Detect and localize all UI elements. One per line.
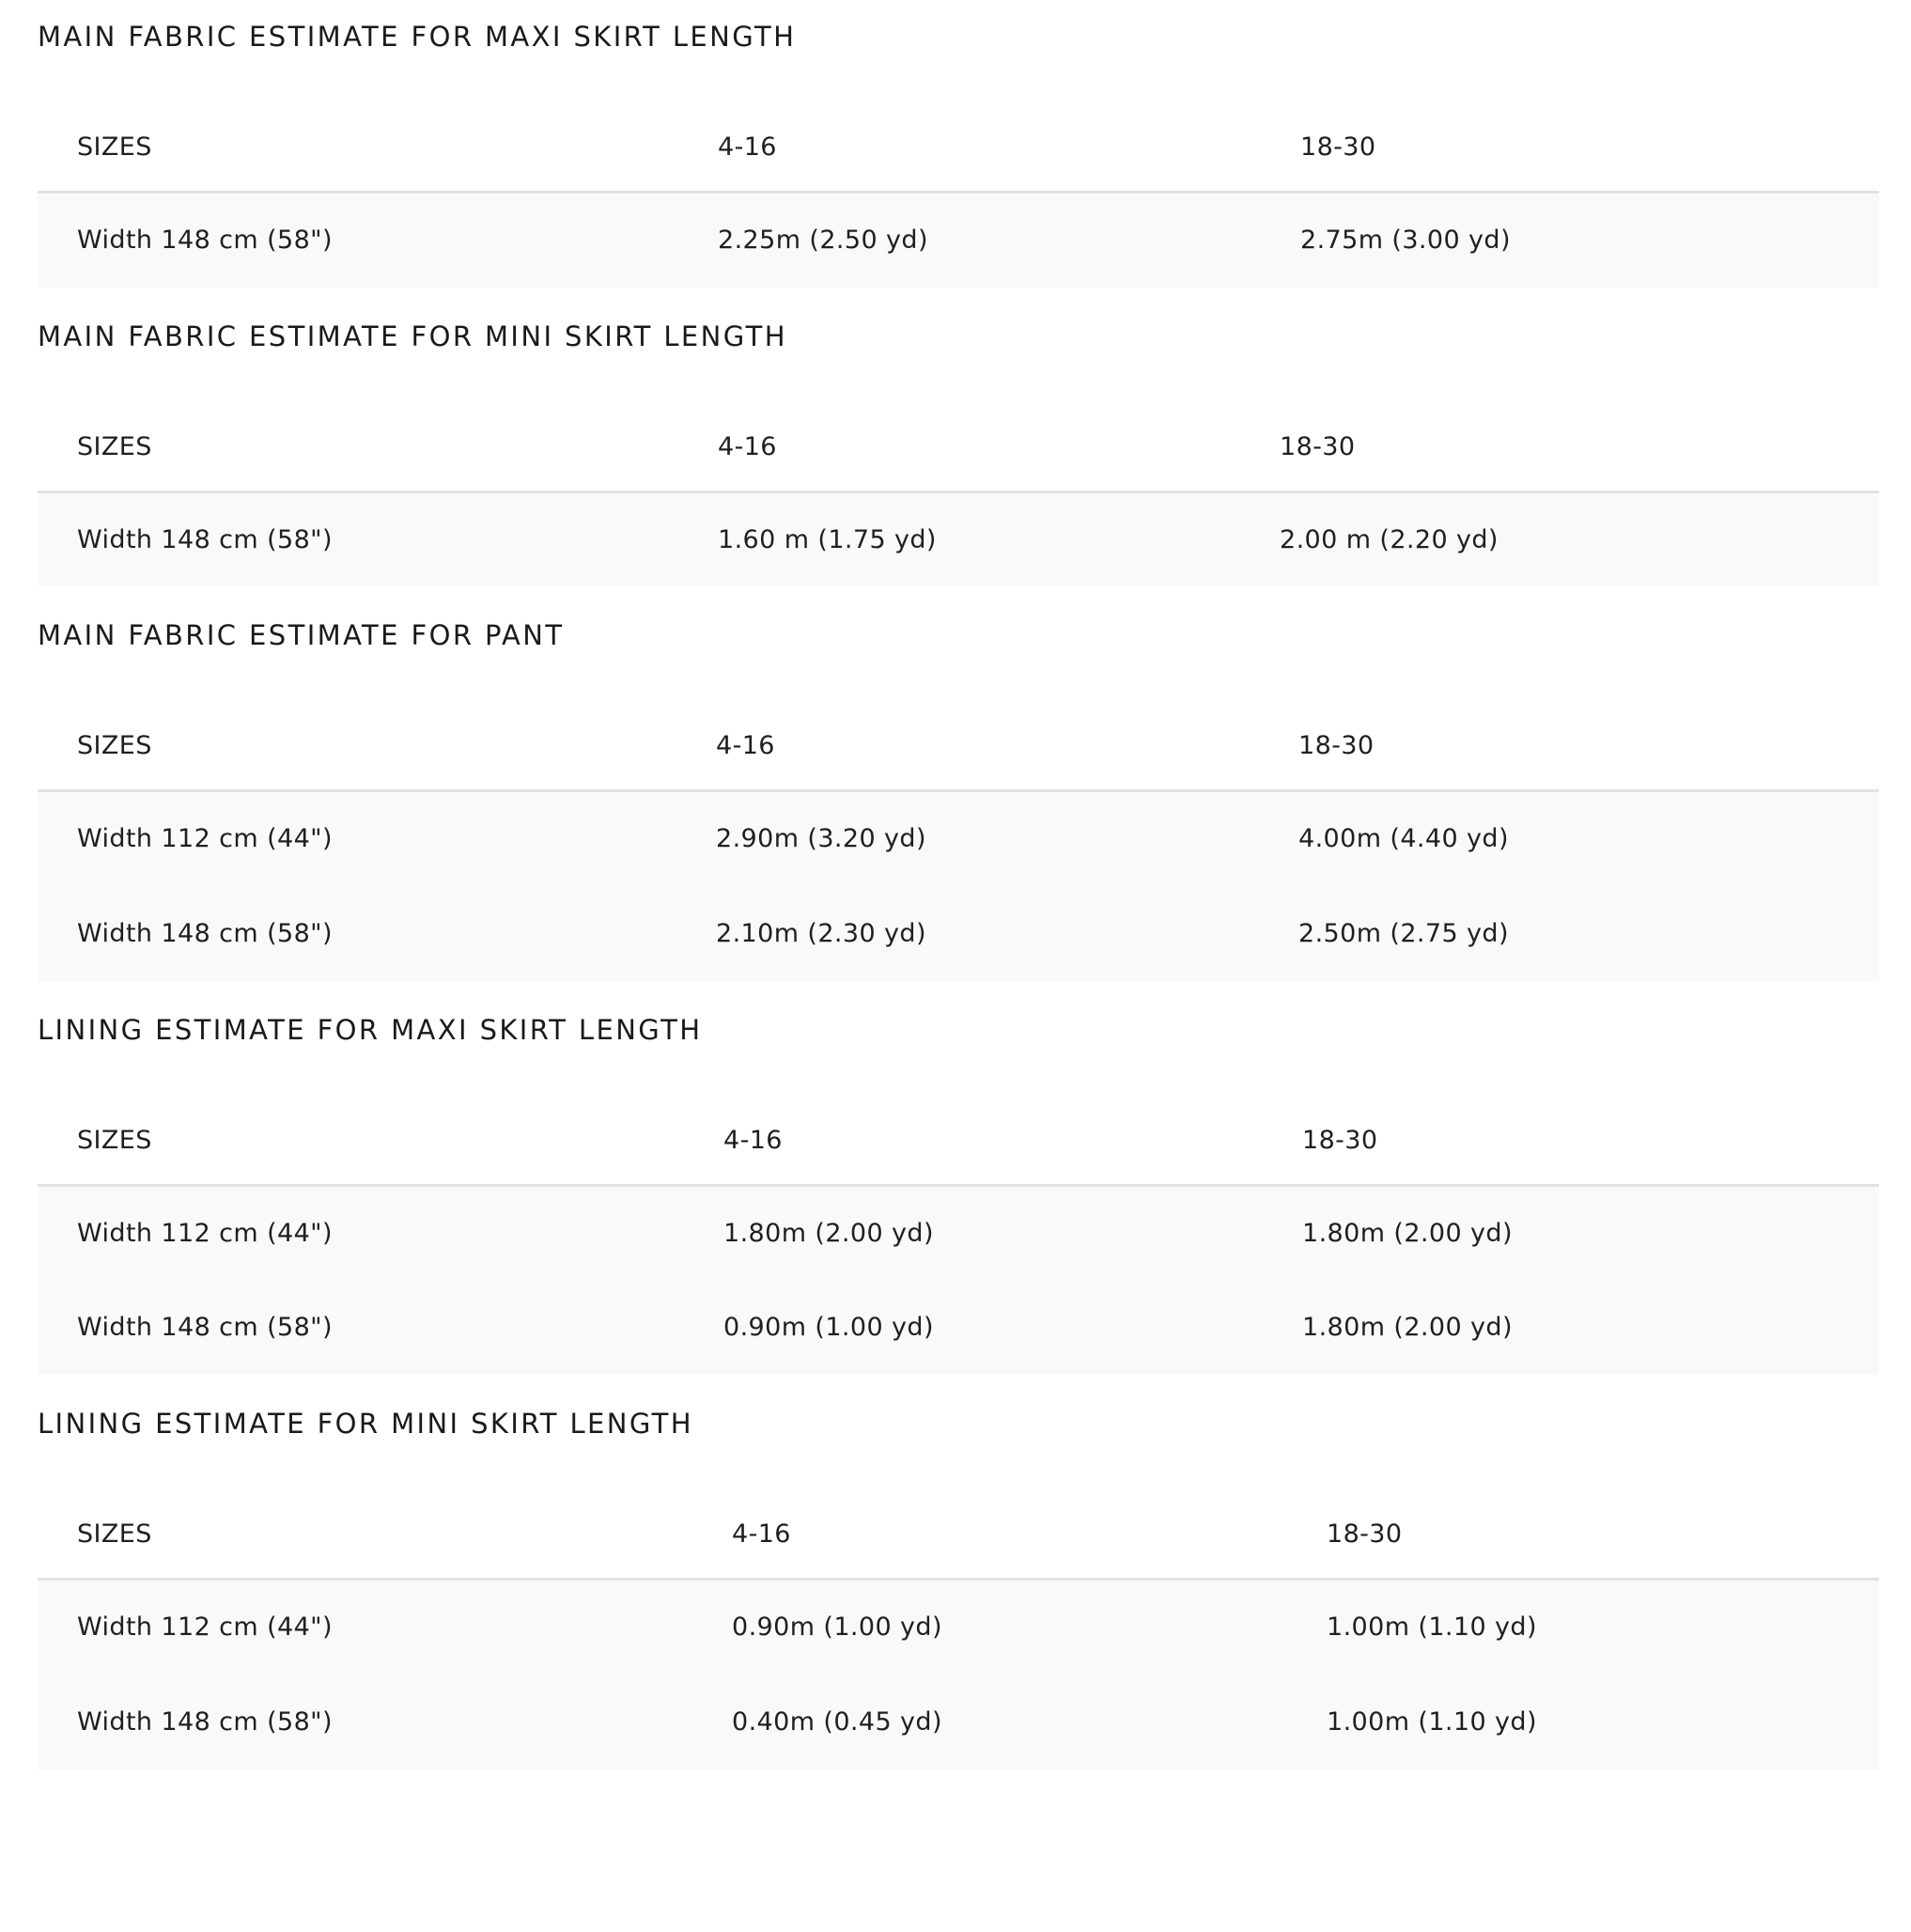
cell-value: 1.80m (2.00 yd) — [1302, 1313, 1513, 1342]
column-header-range-large: 18-30 — [1298, 703, 1879, 791]
column-header-sizes: SIZES — [38, 404, 718, 492]
section-main-fabric-pant — [38, 616, 1879, 981]
table-header-row — [38, 404, 1879, 492]
section-title: LINING ESTIMATE FOR MINI SKIRT LENGTH — [38, 1408, 693, 1440]
estimate-table — [38, 1491, 1879, 1769]
table-header-row — [38, 703, 1879, 791]
section-main-fabric-mini-skirt — [38, 318, 1879, 587]
section-title: MAIN FABRIC ESTIMATE FOR MAXI SKIRT LENGTH — [38, 21, 797, 53]
section-lining-maxi-skirt — [38, 1011, 1879, 1376]
column-header-range-large: 18-30 — [1302, 1098, 1879, 1186]
column-header-range-small: 4-16 — [732, 1491, 1327, 1580]
section-lining-mini-skirt — [38, 1405, 1879, 1769]
estimate-table — [38, 703, 1879, 981]
column-header-sizes: SIZES — [38, 1491, 732, 1580]
column-header-sizes: SIZES — [38, 1098, 723, 1186]
cell-value: 1.00m (1.10 yd) — [1327, 1706, 1537, 1737]
cell-value: 1.00m (1.10 yd) — [1327, 1613, 1537, 1643]
section-main-fabric-maxi-skirt — [38, 18, 1879, 288]
row-label: Width 112 cm (44") — [77, 1613, 333, 1643]
table-row — [38, 491, 1879, 586]
cell-value: 2.90m (3.20 yd) — [716, 824, 926, 854]
column-header-sizes: SIZES — [38, 703, 716, 791]
row-label: Width 148 cm (58") — [77, 226, 333, 256]
column-header-range-small: 4-16 — [718, 404, 1280, 492]
cell-value: 2.50m (2.75 yd) — [1298, 918, 1509, 948]
column-header-sizes: SIZES — [38, 104, 718, 193]
row-label: Width 148 cm (58") — [77, 524, 333, 554]
cell-value: 2.25m (2.50 yd) — [718, 226, 928, 256]
table-row — [38, 791, 1879, 886]
section-title: MAIN FABRIC ESTIMATE FOR MINI SKIRT LENGTH — [38, 319, 787, 352]
table-row — [38, 886, 1879, 981]
section-title: MAIN FABRIC ESTIMATE FOR PANT — [38, 619, 565, 651]
estimate-table — [38, 404, 1879, 587]
cell-value: 0.90m (1.00 yd) — [732, 1613, 942, 1643]
row-label: Width 148 cm (58") — [77, 1706, 333, 1737]
row-label: Width 148 cm (58") — [77, 918, 333, 948]
row-label: Width 112 cm (44") — [77, 824, 333, 854]
estimate-table — [38, 1098, 1879, 1376]
table-row — [38, 1280, 1879, 1375]
row-label: Width 112 cm (44") — [77, 1218, 333, 1248]
section-title: LINING ESTIMATE FOR MAXI SKIRT LENGTH — [38, 1013, 703, 1046]
column-header-range-small: 4-16 — [723, 1098, 1302, 1186]
estimate-table — [38, 104, 1879, 288]
cell-value: 2.10m (2.30 yd) — [716, 918, 926, 948]
cell-value: 1.60 m (1.75 yd) — [718, 524, 937, 554]
cell-value: 2.00 m (2.20 yd) — [1280, 524, 1499, 554]
cell-value: 0.90m (1.00 yd) — [723, 1313, 934, 1342]
cell-value: 1.80m (2.00 yd) — [1302, 1218, 1513, 1248]
table-row — [38, 193, 1879, 288]
cell-value: 4.00m (4.40 yd) — [1298, 824, 1509, 854]
column-header-range-large: 18-30 — [1300, 104, 1879, 193]
cell-value: 1.80m (2.00 yd) — [723, 1218, 934, 1248]
table-header-row — [38, 1098, 1879, 1186]
row-label: Width 148 cm (58") — [77, 1313, 333, 1342]
column-header-range-small: 4-16 — [716, 703, 1298, 791]
cell-value: 0.40m (0.45 yd) — [732, 1706, 942, 1737]
table-row — [38, 1185, 1879, 1280]
fabric-estimates-page — [0, 18, 1911, 1932]
table-row — [38, 1580, 1879, 1675]
table-header-row — [38, 1491, 1879, 1580]
cell-value: 2.75m (3.00 yd) — [1300, 226, 1511, 256]
column-header-range-small: 4-16 — [718, 104, 1300, 193]
column-header-range-large: 18-30 — [1280, 404, 1879, 492]
table-row — [38, 1675, 1879, 1769]
column-header-range-large: 18-30 — [1327, 1491, 1879, 1580]
table-header-row — [38, 104, 1879, 193]
